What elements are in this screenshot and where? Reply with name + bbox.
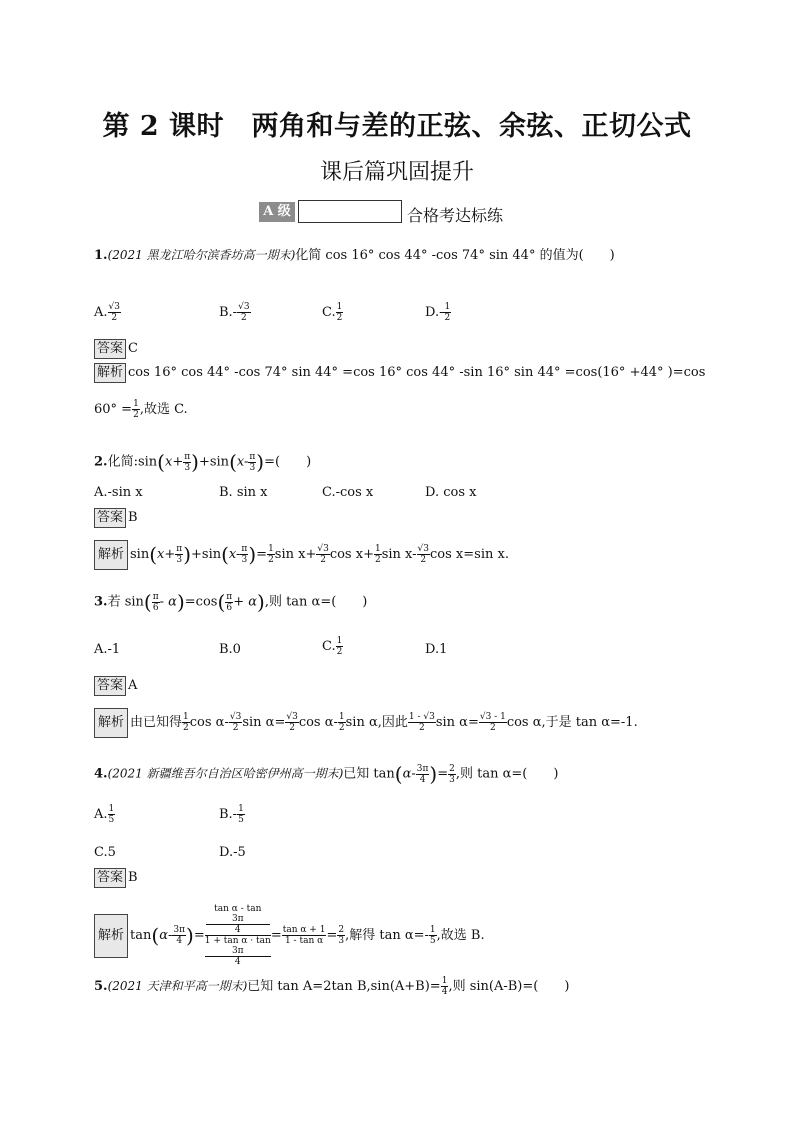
answer-tag: 答案 [94,508,126,528]
q3-stem [94,590,367,614]
fraction [448,764,456,785]
numerator: 3π [416,763,429,774]
denominator: 2 [183,723,189,733]
denominator: 5 [108,815,115,825]
denominator: 3 [449,774,455,785]
q1-analysis-line1: cos 16° cos 44° -cos 74° sin 44° =cos 16° cos 44° -sin 16° sin 44° =cos(16° +44° )=cos [128,365,706,380]
paren: ) [191,450,199,474]
q1-analysis-line2 [94,398,188,420]
equals-sign: = [193,928,205,943]
denominator: 4 [419,774,426,785]
equals-sign: = [326,928,338,943]
q3-analysis-text: cos α,于是 tan α=-1. [506,715,638,730]
q4-arg: α- [159,928,173,943]
denominator: 2 [444,313,451,323]
numerator: 3π [173,925,186,935]
numerator: 1 [444,302,451,312]
answer-tag: 答案 [94,676,126,696]
fraction [429,925,437,946]
q2-analysis-text: cos x=sin x. [430,547,509,562]
numerator: 3π [205,946,271,957]
fraction [443,302,451,323]
numerator: π [226,591,233,602]
numerator: tan α + 1 [282,925,326,935]
fraction [338,712,346,733]
numerator: π [176,544,183,554]
numerator: √3 [286,712,298,722]
paren: ( [217,590,226,614]
fraction [132,399,140,420]
denominator: 5 [238,815,244,825]
numerator: π [184,451,191,462]
denominator: 4 [176,936,183,946]
q1-answer [94,339,138,359]
q2-number: 2. [94,454,108,470]
denominator: 2 [240,313,247,323]
q1-stem [94,244,615,263]
denominator: 2 [420,555,427,565]
paren: ) [186,923,194,948]
paren: ( [151,923,160,948]
denominator: 4 [234,957,241,967]
denominator: 2 [336,647,343,657]
fraction [479,712,507,733]
q4-source: (2021 新疆维吾尔自治区哈密伊州高一期末) [107,766,344,781]
fraction [205,946,271,967]
q3-option-c [322,636,343,657]
analysis-tag: 解析 [94,708,128,738]
q2-analysis-text: sin x+ [274,547,317,562]
page-title: 第 2 课时 两角和与差的正弦、余弦、正切公式 [102,111,692,142]
denominator: 3 [338,936,345,946]
level-badge: A 级 [259,202,295,222]
fraction [152,592,160,613]
q3-analysis-text: cos α- [298,715,338,730]
q4-option-b-label: B.- [219,807,238,822]
numerator: 1 [108,804,115,814]
analysis-tag: 解析 [94,363,126,383]
q1-option-d [425,302,451,323]
paren: ( [149,542,158,567]
q2-analysis-text: cos x+ [329,547,374,562]
q1-analysis [94,363,705,383]
numerator: π [249,451,256,462]
q1-number: 1. [94,248,108,263]
q5-source: (2021 天津和平高一期末) [107,979,248,993]
denominator: 2 [338,723,345,733]
fraction [206,914,270,935]
denominator: 6 [152,602,159,613]
numerator: 1 [429,925,436,935]
q4-option-d: D.-5 [219,845,246,860]
q4-option-a-label: A. [94,807,108,822]
paren: ( [394,762,403,786]
denominator: 4 [234,925,241,935]
q2-option-b: B. sin x [219,485,268,500]
q2-option-c: C.-cos x [322,485,374,500]
compound-fraction [205,904,271,967]
fraction [108,804,116,825]
q3-analysis-text: cos α- [189,715,229,730]
fraction [183,452,191,473]
q5-stem [94,975,569,997]
numerator: 1 [338,712,345,722]
numerator: π [241,544,248,554]
q4-analysis [94,904,485,967]
fraction [237,302,250,323]
denominator [205,936,271,967]
numerator: 3π [206,914,270,925]
q4-number: 4. [94,766,108,782]
denominator: 3 [176,555,183,565]
q3-option-c-label: C. [322,639,336,654]
q1-option-a [94,302,121,323]
q4-option-c: C.5 [94,845,116,860]
denominator: 3 [249,462,256,473]
paren: ( [157,450,165,474]
paren: ) [429,762,438,786]
q1-option-c-label: C. [322,305,336,320]
q4-text: = [437,766,449,782]
q2-text: =( ) [264,454,312,470]
fraction [285,712,298,733]
q2-arg: x+ [157,547,176,562]
paren: ) [248,542,257,567]
numerator: π [152,591,159,602]
q3-option-a: A.-1 [94,642,121,657]
denominator: 3 [184,462,191,473]
q3-analysis-text: sin α,因此 [345,715,408,730]
fraction [182,712,190,733]
q2-option-d: D. cos x [425,485,477,500]
numerator: 1 - √3 [408,712,435,722]
numerator: 2 [449,763,455,774]
answer-tag: 答案 [94,339,126,359]
answer-tag: 答案 [94,868,126,888]
q2-arg: x+ [164,454,184,470]
q3-option-d: D.1 [425,642,448,657]
q3-number: 3. [94,594,108,610]
denominator: 1 - tan α [284,936,324,946]
q1-analysis-text: 60° = [94,402,133,417]
q1-option-c [322,302,343,323]
q3-arg: - α [159,594,177,610]
denominator: 6 [226,602,233,613]
fraction [337,925,345,946]
paren: ) [257,590,265,614]
q4-option-b [219,804,245,825]
denominator: 2 [489,723,496,733]
q2-answer-value: B [128,510,138,525]
numerator: √3 [108,302,120,312]
q3-analysis-text: sin α= [435,715,479,730]
q3-analysis-text: sin α= [242,715,286,730]
q4-analysis-text: tan [130,928,152,943]
denominator: 2 [336,313,343,323]
q2-stem [94,450,311,474]
fraction [336,636,344,657]
fraction [229,712,242,733]
q4-arg: α- [402,766,416,782]
numerator: 1 [336,636,343,646]
numerator: √3 [238,302,250,312]
denominator: 5 [429,936,436,946]
q2-analysis-text: sin x- [381,547,417,562]
numerator: 1 [183,712,189,722]
fraction [175,544,183,565]
q2-arg: x- [228,547,241,562]
q3-arg: + α [233,594,257,610]
paren: ) [183,542,191,567]
denominator: 2 [289,723,295,733]
q5-text: 已知 tan A=2tan B,sin(A+B)= [247,979,441,994]
denominator-text: 1 + tan α · tan [204,936,271,946]
q2-answer [94,508,138,528]
q2-analysis-text: +sin [191,547,222,562]
denominator: 4 [441,987,448,997]
q4-analysis-text: ,故选 B. [436,928,485,943]
fraction [408,712,436,733]
numerator: 1 [441,976,448,986]
q2-text: 化简:sin [107,454,158,470]
fraction [225,592,233,613]
q2-arg: x- [236,454,249,470]
q2-analysis-text: = [256,547,268,562]
q1-option-b [219,302,251,323]
q1-text: 化简 cos 16° cos 44° -cos 74° sin 44° 的值为( ) [295,248,615,263]
q1-source: (2021 黑龙江哈尔滨香坊高一期末) [107,248,296,262]
denominator: 2 [320,555,326,565]
numerator: √3 [417,544,430,554]
q3-answer-value: A [128,678,138,693]
paren: ( [229,450,237,474]
fraction [417,544,430,565]
q5-text: ,则 sin(A-B)=( ) [448,979,570,994]
q5-number: 5. [94,979,108,994]
score-box [298,200,402,223]
denominator: 2 [268,555,274,565]
q3-text: 若 sin [107,594,144,610]
paren: ( [221,542,229,567]
denominator: 3 [241,555,248,565]
numerator: √3 [229,712,242,722]
numerator-text: tan α - tan [214,904,262,914]
numerator: 1 [238,804,244,814]
numerator: 2 [338,925,345,935]
q4-answer [94,868,138,888]
numerator: √3 - 1 [479,712,506,722]
q4-text: ,则 tan α=( ) [455,766,559,782]
denominator: 2 [133,410,139,420]
denominator: 2 [374,555,381,565]
fraction [237,804,245,825]
q3-answer [94,676,137,696]
level-title: 合格考达标练 [407,206,504,225]
q4-answer-value: B [128,870,138,885]
q2-analysis-text: sin [130,547,150,562]
q4-text: 已知 tan [343,766,395,782]
q3-analysis-text: 由已知得 [130,715,183,730]
fraction [108,302,121,323]
q1-option-b-label: B.- [219,305,238,320]
q2-text: +sin [198,454,230,470]
q1-option-d-label: D.- [425,305,444,320]
q1-answer-value: C [128,341,138,356]
fraction [267,544,275,565]
denominator: 2 [111,313,118,323]
fraction [282,925,327,946]
paren: ) [256,450,265,474]
page-subtitle: 课后篇巩固提升 [319,160,474,185]
numerator [205,904,271,936]
q2-analysis [94,540,509,570]
q4-stem [94,762,558,786]
q3-text: ,则 tan α=( ) [264,594,368,610]
q3-analysis [94,708,638,738]
fraction [336,302,344,323]
analysis-tag: 解析 [94,914,128,958]
q2-option-a: A.-sin x [94,485,143,500]
numerator: 1 [268,544,274,554]
q1-option-a-label: A. [94,305,108,320]
numerator: 1 [374,544,381,554]
fraction [316,544,329,565]
denominator: 2 [419,723,425,733]
numerator: √3 [317,544,329,554]
paren: ( [143,590,152,614]
denominator: 2 [232,723,239,733]
analysis-tag: 解析 [94,540,128,570]
fraction [416,764,430,785]
q3-option-b: B.0 [219,642,241,657]
paren: ) [176,590,185,614]
q4-analysis-text: ,解得 tan α=- [345,928,429,943]
equals-sign: = [270,928,282,943]
fraction [172,925,186,946]
q3-text: =cos [184,594,218,610]
numerator: 1 [336,302,343,312]
q4-option-a [94,804,115,825]
numerator: 1 [133,399,139,409]
fraction [374,544,382,565]
q1-analysis-end: ,故选 C. [139,402,188,417]
